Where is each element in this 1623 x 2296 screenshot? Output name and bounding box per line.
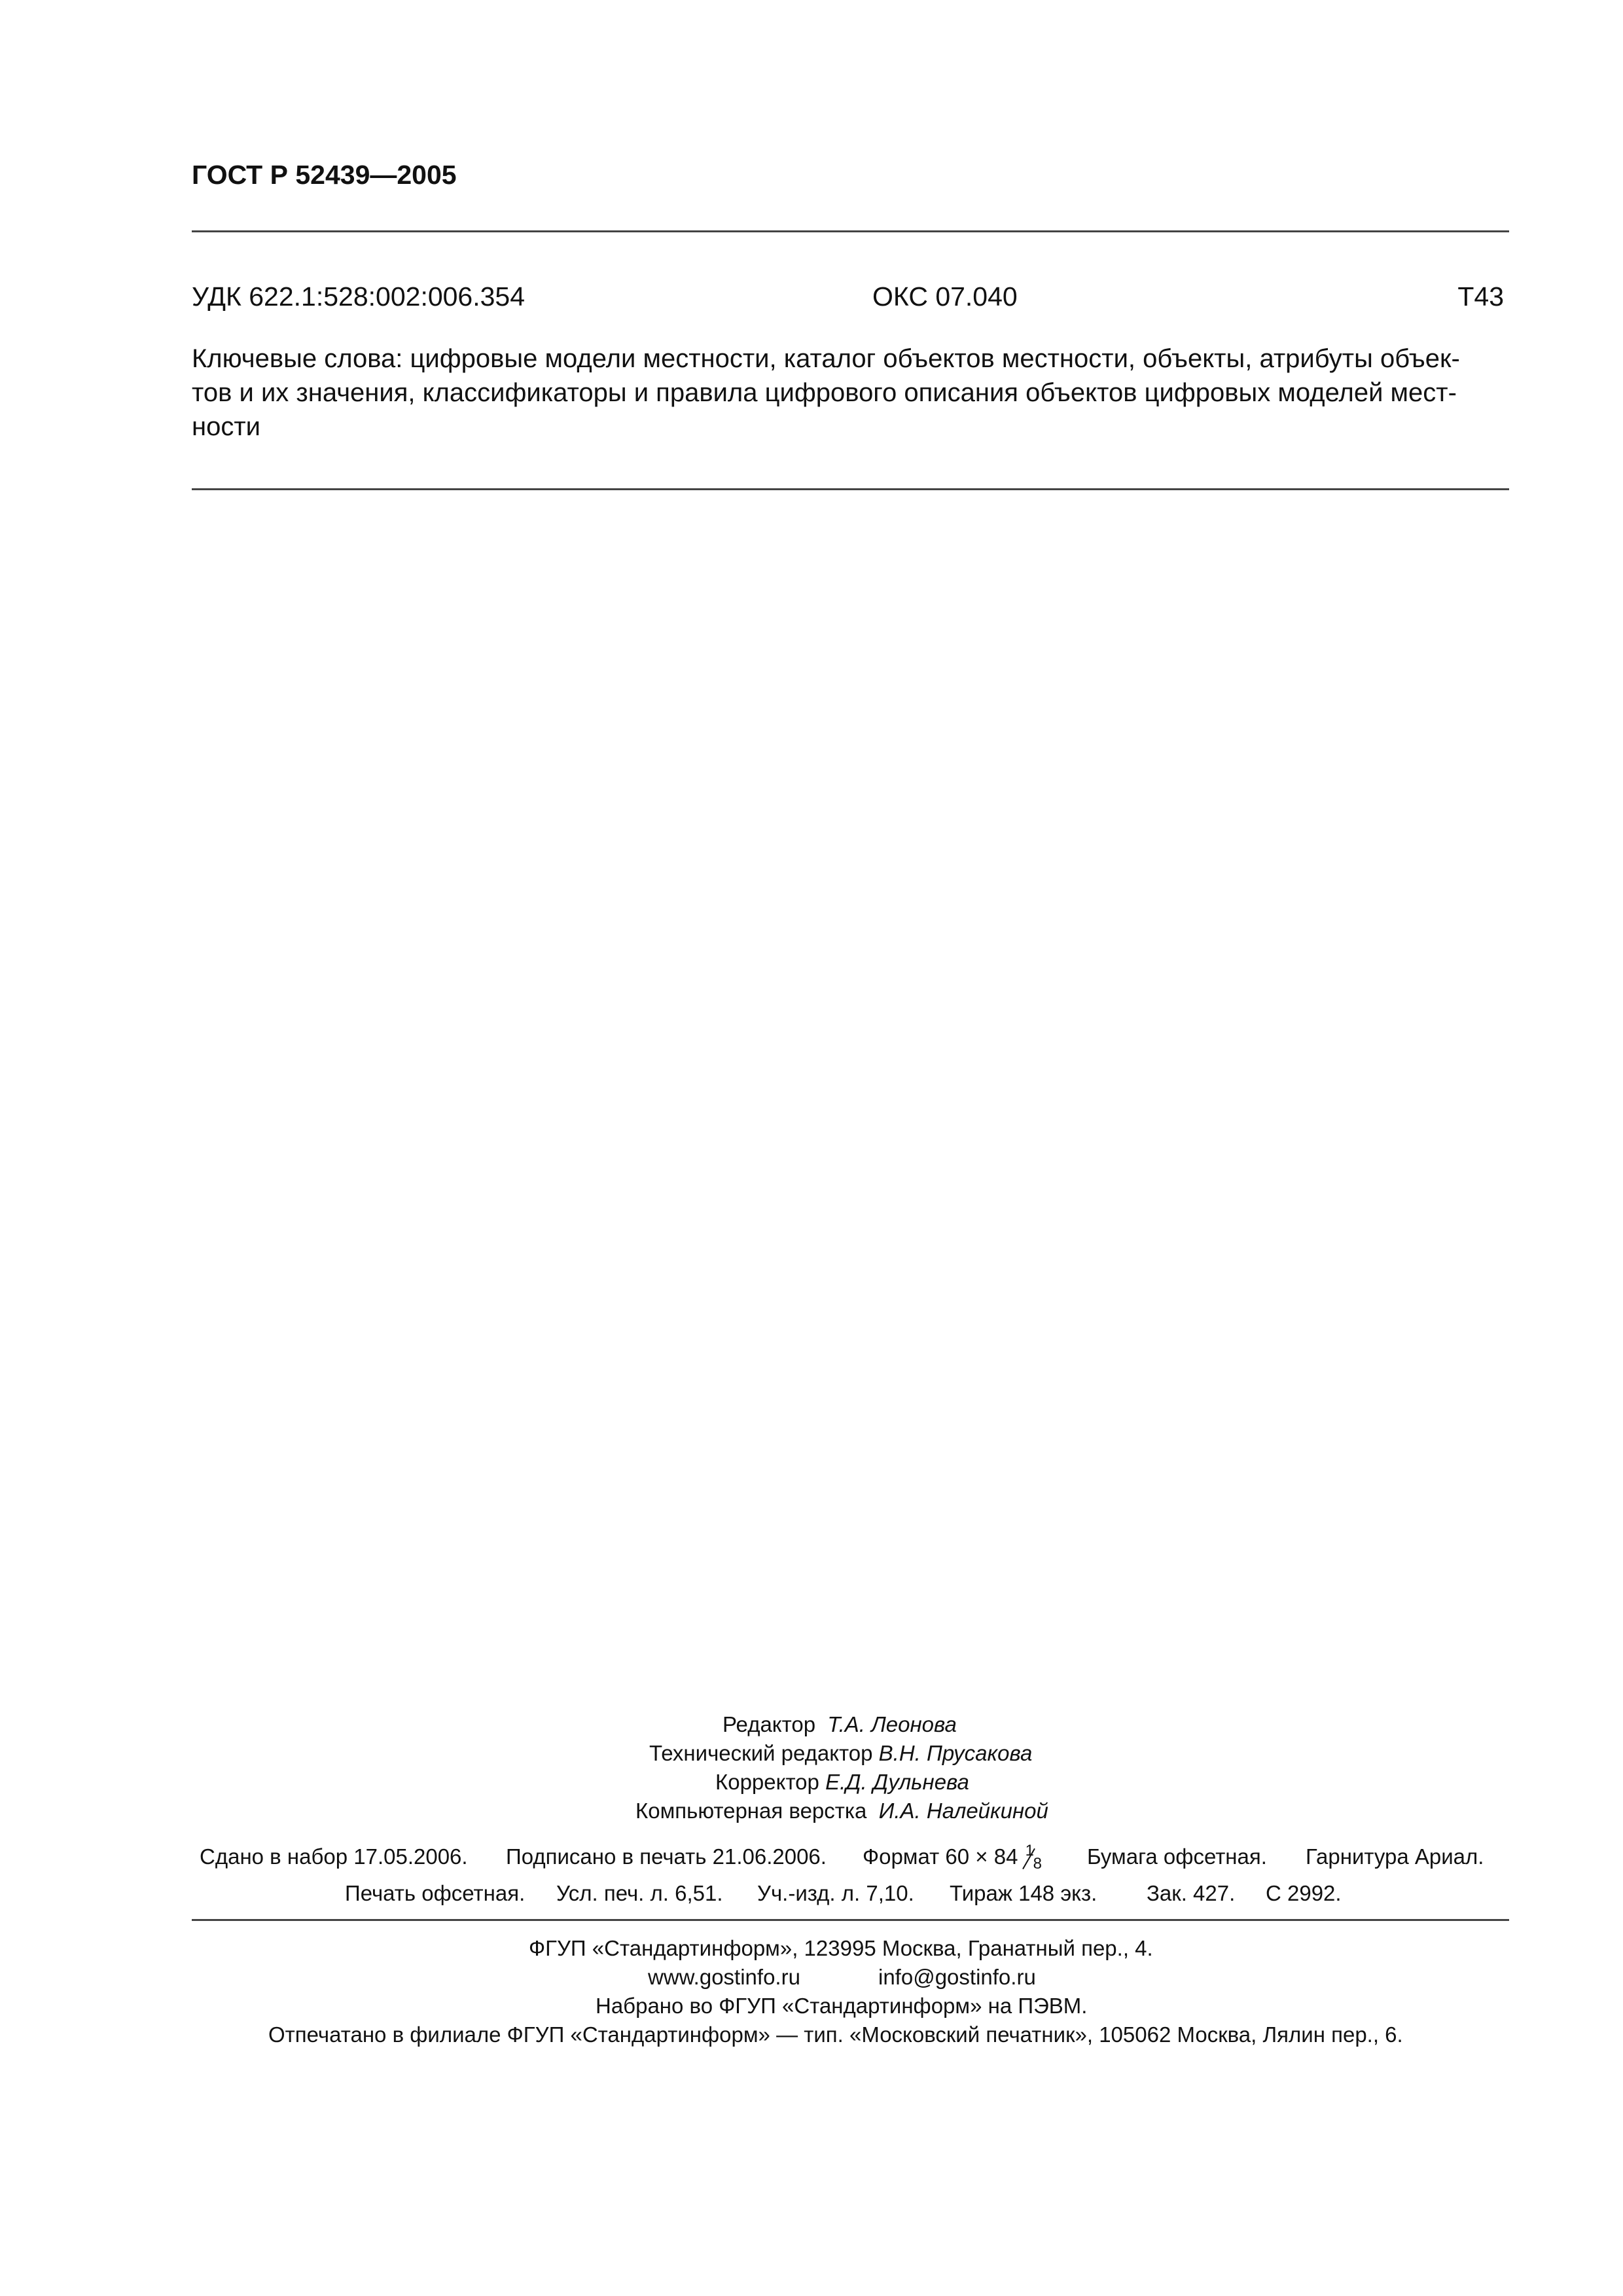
editor-name: Т.А. Леонова xyxy=(827,1712,957,1736)
layout-name: И.А. Налейкиной xyxy=(878,1799,1048,1823)
credit-layout xyxy=(635,1799,1048,1823)
tech-editor-label: Технический редактор xyxy=(649,1741,873,1765)
corrector-label: Корректор xyxy=(715,1770,819,1794)
format-fraction-numerator: 1 xyxy=(1025,1842,1034,1860)
format-fraction xyxy=(1024,1842,1044,1873)
top-divider xyxy=(192,230,1509,232)
paper-type: Бумага офсетная. xyxy=(1087,1844,1267,1869)
credit-corrector xyxy=(715,1770,969,1795)
publishing-sheets: Уч.-изд. л. 7,10. xyxy=(757,1881,914,1905)
keywords-divider xyxy=(192,488,1509,490)
tech-editor-name: В.Н. Прусакова xyxy=(878,1741,1033,1765)
typeset-info: Набрано во ФГУП «Стандартинформ» на ПЭВМ. xyxy=(596,1994,1088,2018)
corrector-name: Е.Д. Дульнева xyxy=(825,1770,969,1794)
group-code: Т43 xyxy=(1457,281,1504,312)
publisher-address: ФГУП «Стандартинформ», 123995 Москва, Гранатный пер., 4. xyxy=(529,1936,1153,1960)
order-number: Зак. 427. xyxy=(1147,1881,1236,1905)
classification-row xyxy=(192,281,1509,315)
c-code: С 2992. xyxy=(1266,1881,1342,1905)
submitted-date: Сдано в набор 17.05.2006. xyxy=(200,1844,468,1869)
keywords-line-1: Ключевые слова: цифровые модели местности, каталог объектов местности, объекты, атрибуты объек- xyxy=(192,344,1460,373)
circulation: Тираж 148 экз. xyxy=(950,1881,1097,1905)
editor-label: Редактор xyxy=(722,1712,816,1736)
format-label: Формат 60 xyxy=(863,1844,970,1869)
print-info-row-1 xyxy=(192,1844,1509,1877)
printed-info: Отпечатано в филиале ФГУП «Стандартинформ» — тип. «Московский печатник», 105062 Москва, Лялин пер., 6. xyxy=(268,2022,1403,2047)
footer-divider xyxy=(192,1919,1509,1921)
print-info-row-2 xyxy=(192,1881,1509,1914)
credit-tech-editor xyxy=(649,1741,1032,1766)
format-times: × xyxy=(975,1844,988,1869)
udk-code: УДК 622.1:528:002:006.354 xyxy=(192,281,526,312)
credit-editor xyxy=(722,1712,957,1737)
document-code: ГОСТ Р 52439—2005 xyxy=(192,160,457,190)
signed-date: Подписано в печать 21.06.2006. xyxy=(506,1844,827,1869)
format-info xyxy=(863,1844,1044,1871)
keywords-line-3: ности xyxy=(192,412,260,441)
format-fraction-denominator: 8 xyxy=(1033,1855,1042,1873)
conditional-sheets: Усл. печ. л. 6,51. xyxy=(556,1881,723,1905)
print-type: Печать офсетная. xyxy=(345,1881,526,1905)
keywords-block xyxy=(192,342,1509,444)
format-84: 84 xyxy=(993,1844,1018,1869)
layout-label: Компьютерная верстка xyxy=(635,1799,867,1823)
keywords-line-2: тов и их значения, классификаторы и правила цифрового описания объектов цифровых моделей мест- xyxy=(192,378,1457,407)
font-type: Гарнитура Ариал. xyxy=(1306,1844,1484,1869)
publisher-email[interactable]: info@gostinfo.ru xyxy=(878,1965,1036,1989)
publisher-website[interactable]: www.gostinfo.ru xyxy=(648,1965,800,1989)
oks-code: ОКС 07.040 xyxy=(872,281,1018,312)
